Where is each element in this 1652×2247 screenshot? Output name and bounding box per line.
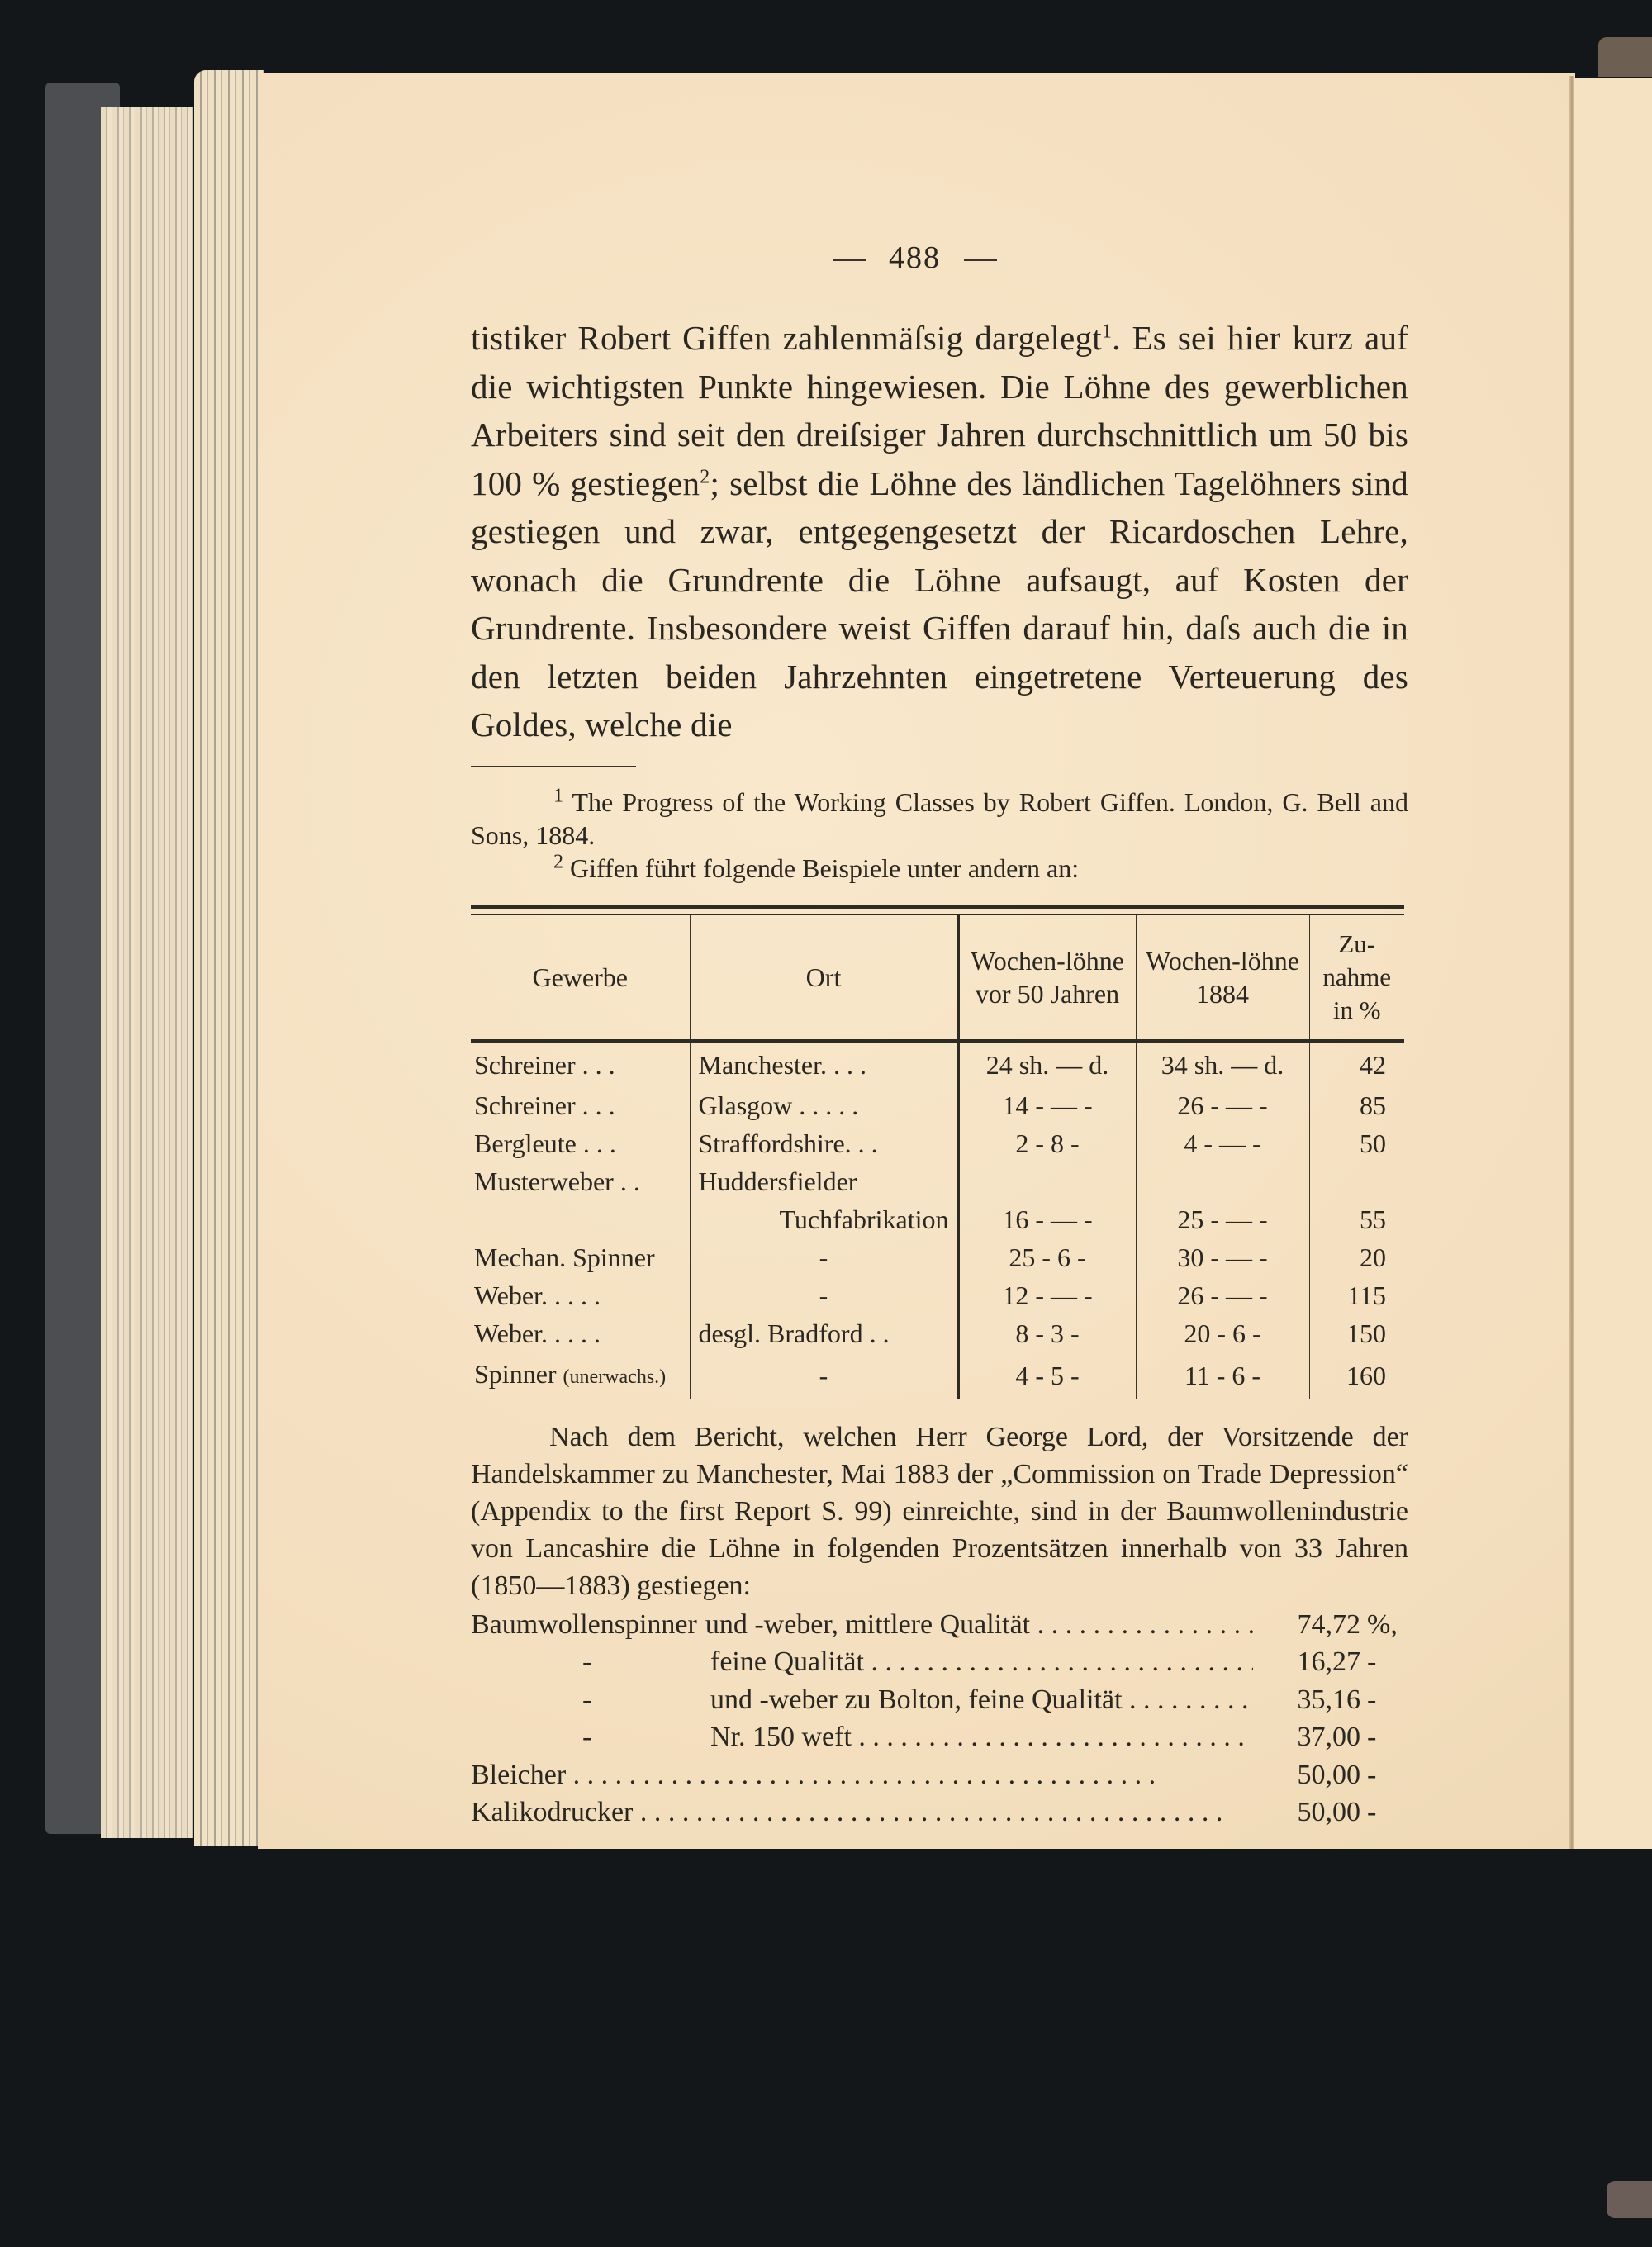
rate-label-b: Kalikodrucker . . . xyxy=(471,1793,1253,1831)
col-header-gewerbe: Gewerbe xyxy=(532,962,628,992)
cell-1884 xyxy=(1136,1162,1309,1200)
cell-zunahme: 20 xyxy=(1309,1238,1404,1276)
facing-page-edge xyxy=(1574,78,1652,1849)
page-number xyxy=(421,240,1408,276)
col-header-zunahme: Zu-nahme in % xyxy=(1309,915,1404,1042)
rate-value: 50,00 xyxy=(1297,1759,1360,1790)
rate-row xyxy=(471,1606,1408,1644)
cell-vor xyxy=(958,1162,1136,1200)
footnote-1 xyxy=(471,786,1408,852)
cell-ort: Huddersfielder xyxy=(690,1162,958,1200)
cell-gewerbe: Schreiner . . . xyxy=(474,1049,615,1080)
gewerbe-text: Spinner xyxy=(474,1358,557,1389)
main-paragraph xyxy=(471,314,1408,749)
cover-corner-bottom-right xyxy=(1607,2181,1652,2218)
cell-vor: 14 - — - xyxy=(958,1086,1136,1124)
cell-vor: 2 - 8 - xyxy=(958,1124,1136,1162)
footnote-2-text: Giffen führt folgende Beispiele unter andern an: xyxy=(570,853,1080,883)
body-text-2: . Es sei hier kurz auf die wichtigsten Punkte hingewiesen. Die Löhne des gewerblichen Arbeiters sind seit den dreiſsiger Jahren durchschnittlich um 50 bis 100 % gestiegen xyxy=(471,319,1408,502)
footnote-ref-1[interactable]: 1 xyxy=(1101,321,1113,343)
rate-label-a: - xyxy=(582,1646,592,1677)
table-row xyxy=(471,1352,1404,1399)
rate-unit: - xyxy=(1367,1722,1377,1752)
rate-value: 74,72 xyxy=(1297,1608,1360,1640)
cell-1884: 26 - — - xyxy=(1136,1276,1309,1314)
page-content xyxy=(471,240,1408,1831)
cell-zunahme: 50 xyxy=(1309,1124,1404,1162)
rate-row xyxy=(471,1793,1408,1831)
cell-ort: desgl. Bradford . . xyxy=(690,1314,958,1352)
table-row xyxy=(471,1124,1404,1162)
footnote-2 xyxy=(471,852,1408,885)
cell-1884: 34 sh. — d. xyxy=(1136,1043,1309,1086)
cell-gewerbe xyxy=(471,1352,690,1399)
rate-label-b: feine Qualität . . . xyxy=(710,1643,1253,1681)
cell-gewerbe: Schreiner . . . xyxy=(474,1090,615,1120)
footnote-marker-2: 2 xyxy=(553,850,563,872)
cell-1884: 11 - 6 - xyxy=(1136,1352,1309,1399)
cell-vor: 8 - 3 - xyxy=(958,1314,1136,1352)
rate-value: 50,00 xyxy=(1297,1797,1360,1827)
rate-row xyxy=(471,1718,1408,1756)
cell-1884: 30 - — - xyxy=(1136,1238,1309,1276)
cell-gewerbe: Mechan. Spinner xyxy=(474,1242,655,1272)
cell-vor: 16 - — - xyxy=(958,1200,1136,1238)
table-row xyxy=(471,1238,1404,1276)
footnotes xyxy=(471,786,1408,885)
rate-value: 37,00 xyxy=(1297,1722,1360,1752)
cell-zunahme: 55 xyxy=(1309,1200,1404,1238)
cell-ort: - xyxy=(690,1352,958,1399)
table-row xyxy=(471,1276,1404,1314)
cell-1884: 4 - — - xyxy=(1136,1124,1309,1162)
cell-1884: 26 - — - xyxy=(1136,1086,1309,1124)
cell-ort: - xyxy=(690,1276,958,1314)
cell-ort: - xyxy=(690,1238,958,1276)
cell-1884: 20 - 6 - xyxy=(1136,1314,1309,1352)
cell-gewerbe xyxy=(471,1200,690,1238)
cell-zunahme xyxy=(1309,1162,1404,1200)
col-header-wochenloehne-vor: Wochen-löhne vor 50 Jahren xyxy=(958,915,1136,1042)
page-edges-left xyxy=(101,107,193,1838)
cell-vor: 4 - 5 - xyxy=(958,1352,1136,1399)
rate-row xyxy=(471,1756,1408,1794)
cell-gewerbe: Weber. . . . . xyxy=(474,1280,601,1310)
cell-zunahme: 42 xyxy=(1309,1043,1404,1086)
rate-row xyxy=(471,1681,1408,1719)
table-top-rule xyxy=(471,905,1404,915)
cell-ort: Glasgow . . . . . xyxy=(690,1086,958,1124)
footnote-ref-2[interactable]: 2 xyxy=(700,465,710,487)
table-row xyxy=(471,1200,1404,1238)
footnote-divider xyxy=(471,766,636,767)
page-number-text: 488 xyxy=(889,240,941,275)
col-header-ort: Ort xyxy=(690,915,958,1042)
rate-unit: - xyxy=(1367,1759,1377,1790)
rate-label-a: - xyxy=(582,1684,592,1715)
rate-label-a: Baumwollenspinner xyxy=(471,1608,697,1640)
rate-row xyxy=(471,1643,1408,1681)
cell-ort: Tuchfabrikation xyxy=(690,1200,958,1238)
rate-value: 16,27 xyxy=(1297,1646,1360,1677)
rate-unit: - xyxy=(1367,1646,1377,1677)
cell-gewerbe: Musterweber . . xyxy=(474,1166,640,1196)
cell-zunahme: 150 xyxy=(1309,1314,1404,1352)
cell-vor: 25 - 6 - xyxy=(958,1238,1136,1276)
cell-gewerbe: Weber. . . . . xyxy=(474,1318,601,1348)
page-edges-inner xyxy=(194,70,264,1846)
table-row xyxy=(471,1162,1404,1200)
rate-unit: - xyxy=(1367,1684,1377,1715)
table-row xyxy=(471,1314,1404,1352)
table-header-row xyxy=(471,915,1404,1042)
cell-zunahme: 85 xyxy=(1309,1086,1404,1124)
cell-gewerbe: Bergleute . . . xyxy=(474,1128,616,1158)
table-row xyxy=(471,1043,1404,1086)
cell-zunahme: 115 xyxy=(1309,1276,1404,1314)
rate-label-b: und -weber, mittlere Qualität . . . xyxy=(705,1606,1253,1644)
cell-1884: 25 - — - xyxy=(1136,1200,1309,1238)
gewerbe-note: (unerwachs.) xyxy=(563,1366,667,1388)
col-header-wochenloehne-1884: Wochen-löhne 1884 xyxy=(1136,915,1309,1042)
cell-vor: 12 - — - xyxy=(958,1276,1136,1314)
rate-label-b: Nr. 150 weft . . . xyxy=(710,1718,1253,1756)
rate-label-a: - xyxy=(582,1722,592,1752)
rate-value: 35,16 xyxy=(1297,1684,1360,1715)
rate-list xyxy=(471,1606,1408,1831)
footnote-marker-1: 1 xyxy=(553,784,563,806)
rate-unit: - xyxy=(1367,1797,1377,1827)
rate-unit: %, xyxy=(1367,1608,1398,1640)
cell-vor: 24 sh. — d. xyxy=(958,1043,1136,1086)
table-row xyxy=(471,1086,1404,1124)
cover-corner-top-right xyxy=(1598,37,1652,77)
cell-ort: Manchester. . . . xyxy=(690,1043,958,1086)
report-paragraph xyxy=(471,1418,1408,1604)
rate-label-b: und -weber zu Bolton, feine Qualität . . . xyxy=(710,1681,1253,1719)
wage-table-wrapper xyxy=(471,905,1408,1399)
cell-ort: Straffordshire. . . xyxy=(690,1124,958,1162)
rate-label-b: Bleicher . . . xyxy=(471,1756,1253,1794)
body-text-3: ; selbst die Löhne des ländlichen Tagelöhners sind gestiegen und zwar, entgegengesetzt der Ricardoschen Lehre, wonach die Grundrente die Löhne aufsaugt, auf Kosten der Grundrente. Insbesondere weist Giffen darauf hin, daſs auch die in den letzten beiden Jahrzehnten eingetretene Verteuerung des Goldes, welche die xyxy=(471,463,1409,743)
report-text: Nach dem Bericht, welchen Herr George Lord, der Vorsitzende der Handelskammer zu Manchester, Mai 1883 der „Commission on Trade Depression“ (Appendix to the first Report S. 99) einreichte, sind in der Baumwollenindustrie von Lancashire die Löhne in folgenden Prozentsätzen innerhalb von 33 Jahren (1850—1883) gestiegen: xyxy=(471,1421,1408,1601)
footnote-1-text: The Progress of the Working Classes by Robert Giffen. London, G. Bell and Sons, 1884. xyxy=(471,786,1409,850)
wage-table xyxy=(471,915,1404,1399)
cell-zunahme: 160 xyxy=(1309,1352,1404,1399)
body-text-1: tistiker Robert Giffen zahlenmäſsig dargelegt xyxy=(471,319,1102,357)
